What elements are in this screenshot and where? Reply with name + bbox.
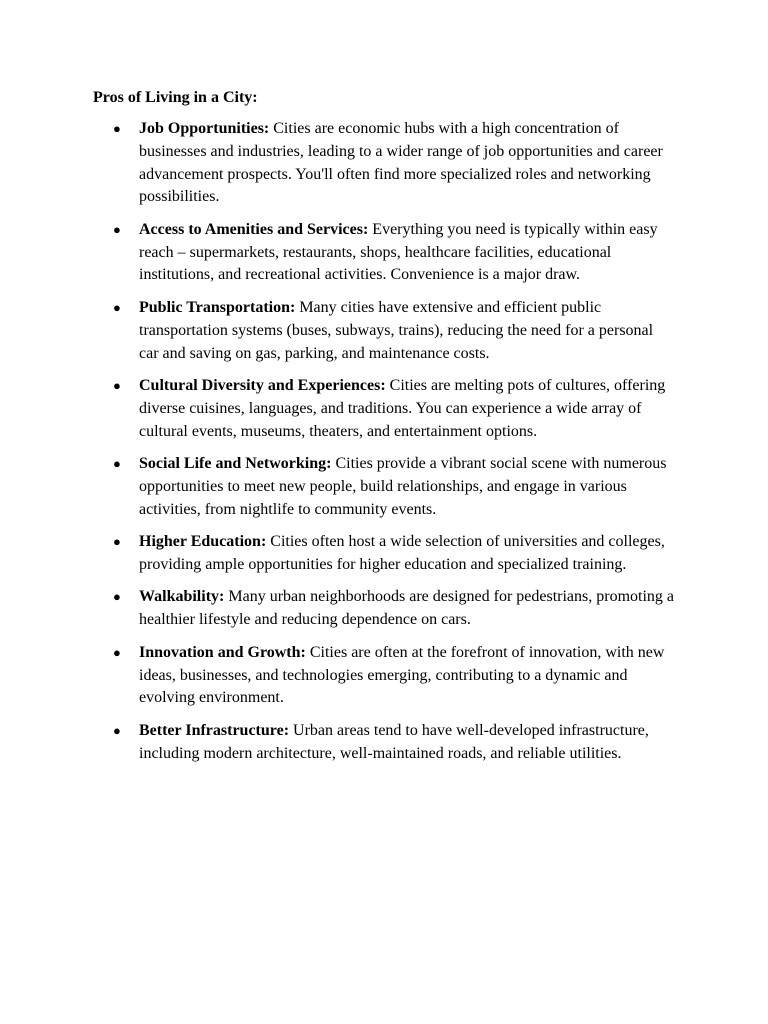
item-text: Urban areas tend to have well-developed infrastructure, including modern architecture, well-maintained roads, and reliable utilities. [139,721,649,762]
item-text: Cities are economic hubs with a high concentration of businesses and industries, leading to a wider range of job opportunities and career advancement prospects. You'll often find more specialized roles and networking possibilities. [139,120,663,206]
item-term: Social Life and Networking: [139,455,332,473]
list-item [0,531,675,577]
item-term: Walkability: [139,588,225,606]
list-item [0,586,675,632]
item-term: Higher Education: [139,533,267,551]
bullet-icon: ● [113,221,121,237]
item-text: Cities are melting pots of cultures, offering diverse cuisines, languages, and traditions. You can experience a wide array of cultural events, museums, theaters, and entertainment options. [139,377,666,440]
bullet-icon: ● [113,644,121,660]
bullet-icon: ● [113,456,121,472]
list-item [0,375,675,443]
item-term: Cultural Diversity and Experiences: [139,377,386,395]
item-text: Many urban neighborhoods are designed for pedestrians, promoting a healthier lifestyle and reducing dependence on cars. [139,588,675,629]
bullet-icon: ● [113,378,121,394]
item-term: Innovation and Growth: [139,643,306,661]
item-text: Many cities have extensive and efficient public transportation systems (buses, subways, trains), reducing the need for a personal car and saving on gas, parking, and maintenance costs. [139,298,654,362]
list-item [0,219,675,287]
item-term: Access to Amenities and Services: [139,220,369,238]
list-item [0,118,675,209]
bullet-icon: ● [113,299,121,315]
item-text: Everything you need is typically within easy reach – supermarkets, restaurants, shops, healthcare facilities, educational institutions, and recreational activities. Convenience is a major draw. [139,220,658,284]
bullet-icon: ● [113,121,121,136]
pros-list [0,118,768,775]
item-term: Public Transportation: [139,298,296,316]
item-term: Job Opportunities: [139,120,270,137]
item-text: Cities are often at the forefront of innovation, with new ideas, businesses, and technologies emerging, contributing to a dynamic and evolving environment. [139,643,665,707]
list-item [0,642,675,710]
list-item [0,453,675,521]
bullet-icon: ● [113,534,121,550]
list-item [0,720,675,766]
item-term: Better Infrastructure: [139,721,290,739]
item-text: Cities provide a vibrant social scene with numerous opportunities to meet new people, build relationships, and engage in various activities, from nightlife to community events. [139,455,667,518]
item-text: Cities often host a wide selection of universities and colleges, providing ample opportunities for higher education and specialized training. [139,533,665,573]
bullet-icon: ● [113,589,121,605]
bullet-icon: ● [113,722,121,738]
page-heading: Pros of Living in a City: [93,89,258,106]
list-item [0,297,675,365]
